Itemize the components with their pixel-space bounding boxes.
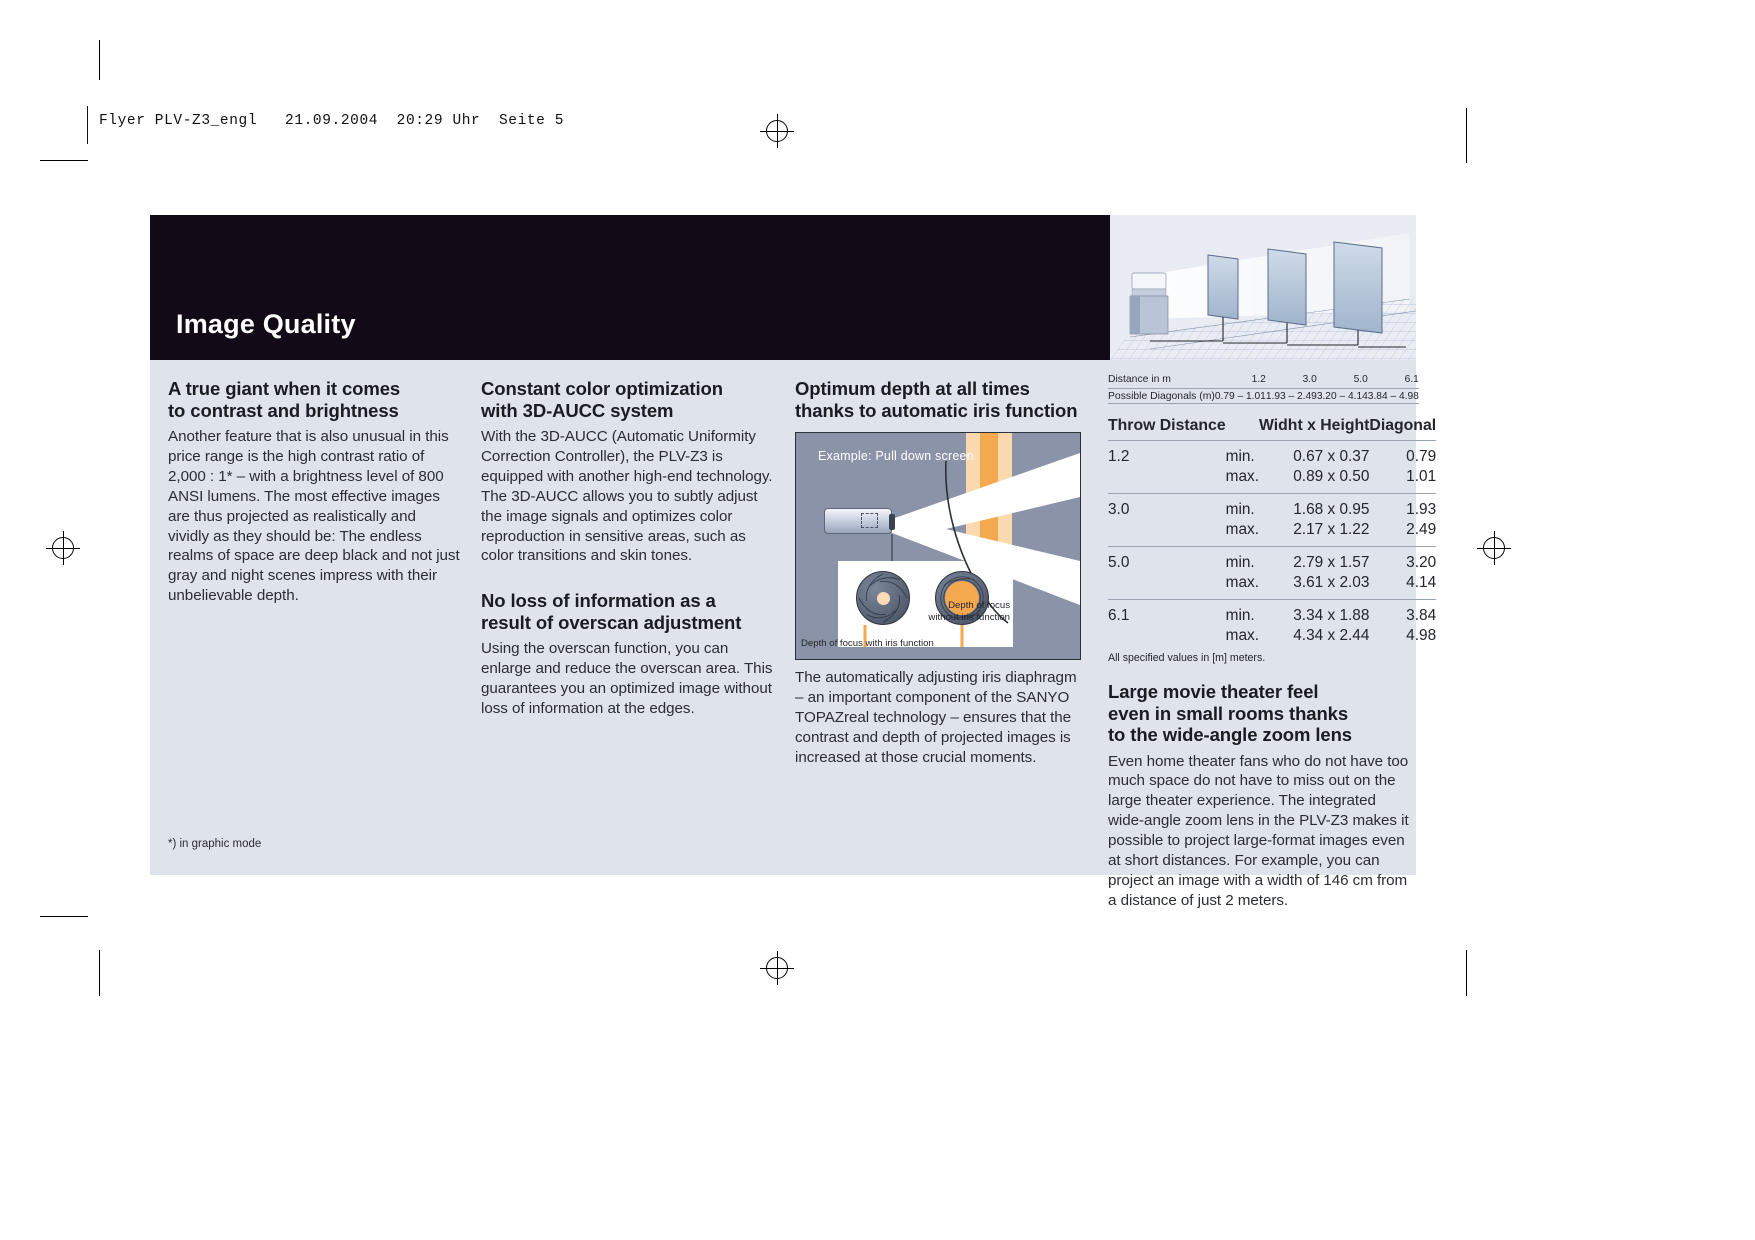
crop-mark-top-left-v (99, 40, 100, 80)
minitable-row-distance (1108, 373, 1419, 389)
heading-line-1: Large movie theater feel (1108, 681, 1319, 702)
minitable-distance-1: 3.0 (1266, 373, 1317, 389)
cell-limit: max. (1226, 573, 1259, 600)
body-3d-aucc: With the 3D-AUCC (Automatic Uniformity Correction Controller), the PLV-Z3 is equipped with another high-end technology. The 3D-AUCC allows you to subtly adjust the image signals and optimizes color reproduction in sensitive areas, such as color transitions and skin tones. (481, 428, 773, 565)
table-row (1108, 494, 1436, 521)
throw-distance-svg (1110, 215, 1416, 360)
col-header-throw-distance: Throw Distance (1108, 417, 1226, 441)
minitable-distance-3: 6.1 (1368, 373, 1419, 389)
cell-width-height: 0.89 x 0.50 (1259, 467, 1369, 494)
cell-distance (1108, 573, 1226, 600)
cell-diagonal: 3.84 (1406, 607, 1437, 624)
cell-distance (1108, 467, 1226, 494)
cell-distance (1108, 626, 1226, 646)
heading-line-2: result of overscan adjustment (481, 611, 742, 633)
cell-width-height: 2.79 x 1.57 (1293, 554, 1370, 571)
col-header-diagonal: Diagonal (1369, 417, 1436, 441)
heading-line-1: Constant color optimization (481, 378, 723, 399)
throw-distance-illustration (1110, 215, 1416, 360)
col-header-width-height: Widht x Height (1259, 417, 1369, 441)
column-iris-function (795, 378, 1085, 427)
caption-without-iris-line-2: without iris function (928, 612, 1010, 623)
table-row (1108, 467, 1436, 494)
heading-line-2: even in small rooms thanks (1108, 702, 1349, 724)
cell-limit: min. (1225, 554, 1255, 571)
body-contrast-brightness: Another feature that is also unusual in this price range is the high contrast ratio of 2,000 : 1* – with a brightness level of 800 ANSI lumens. The most effective images are thus projected as realistically and vividly as they should be: The endless realms of space are deep black and not just gray and night scenes impress with their unbelievable depth. (168, 428, 460, 605)
heading-3d-aucc (481, 378, 773, 421)
crop-mark-bottom-left-v (99, 950, 100, 996)
table-row (1108, 573, 1436, 600)
cell-width-height: 0.67 x 0.37 (1293, 448, 1370, 465)
cell-distance: 6.1 (1108, 607, 1130, 624)
minitable-label-diagonals: Possible Diagonals (m) (1108, 389, 1215, 404)
body-iris-function: The automatically adjusting iris diaphragm – an important component of the SANYO TOPAZreal technology – ensures that the contrast and depth of projected images is increased at those crucial moments. (795, 669, 1077, 766)
table-note: All specified values in [m] meters. (1108, 652, 1266, 664)
filestamp-rule (87, 106, 88, 144)
cell-diagonal: 4.14 (1369, 573, 1436, 600)
minitable-diagonal-2: 3.20 – 4.14 (1317, 389, 1368, 404)
heading-line-1: A true giant when it comes (168, 378, 401, 399)
body-large-movie-theater: Even home theater fans who do not have too much space do not have to miss out on the large theater experience. The integrated wide-angle zoom lens in the PLV-Z3 makes it possible to project large-format images even at short distances. For example, you can project an image with a width of 146 cm from a distance of just 2 meters. (1108, 752, 1409, 909)
projector-icon (824, 508, 892, 534)
table-row (1108, 441, 1436, 468)
crop-mark-top-left-h (40, 160, 88, 161)
title-banner (150, 215, 1110, 360)
cell-limit: max. (1225, 627, 1259, 644)
minitable-diagonal-0: 0.79 – 1.01 (1215, 389, 1266, 404)
body-overscan: Using the overscan function, you can enlarge and reduce the overscan area. This guarantees you an optimized image without loss of information at the edges. (481, 640, 773, 718)
cell-width-height: 3.61 x 2.03 (1259, 573, 1369, 600)
registration-mark-right (1483, 537, 1505, 559)
minitable-distance-0: 1.2 (1215, 373, 1266, 389)
heading-line-1: Optimum depth at all times (795, 378, 1030, 399)
throw-distance-table (1108, 417, 1436, 646)
cell-diagonal: 1.93 (1406, 501, 1437, 518)
column-contrast-brightness (168, 378, 460, 606)
cell-limit: min. (1225, 501, 1255, 518)
cell-diagonal: 2.49 (1369, 520, 1436, 547)
heading-contrast-brightness (168, 378, 460, 421)
diagram-svg (796, 433, 1080, 659)
heading-overscan (481, 590, 773, 633)
cell-limit: max. (1226, 467, 1259, 494)
cell-diagonal: 3.20 (1406, 554, 1437, 571)
cell-width-height: 3.34 x 1.88 (1293, 607, 1370, 624)
cell-width-height: 1.68 x 0.95 (1293, 501, 1370, 518)
minitable-diagonal-3: 3.84 – 4.98 (1368, 389, 1419, 404)
cell-width-height: 2.17 x 1.22 (1259, 520, 1369, 547)
minitable-diagonal-1: 1.93 – 2.49 (1266, 389, 1317, 404)
heading-large-movie-theater (1108, 681, 1410, 746)
distance-diagonal-minitable (1108, 373, 1419, 404)
crop-mark-bottom-right-v (1466, 950, 1467, 996)
heading-line-2: with 3D-AUCC system (481, 399, 674, 421)
heading-line-2: thanks to automatic iris function (795, 399, 1078, 421)
cell-distance (1108, 520, 1226, 547)
table-row (1108, 547, 1436, 574)
projector-lens-icon (889, 514, 895, 530)
cell-limit: max. (1226, 520, 1259, 547)
diagram-screen-label: Example: Pull down screen (818, 449, 974, 463)
cell-limit: min. (1225, 448, 1255, 465)
minitable-row-diagonals (1108, 389, 1419, 404)
minitable-label-distance: Distance in m (1108, 373, 1215, 389)
cell-distance: 1.2 (1108, 448, 1130, 465)
cell-width-height: 4.34 x 2.44 (1293, 627, 1370, 644)
heading-line-3: to the wide-angle zoom lens (1108, 724, 1352, 745)
caption-with-iris-text: Depth of focus with iris function (801, 638, 934, 649)
heading-iris-function (795, 378, 1085, 421)
crop-mark-top-right-v (1466, 108, 1467, 163)
registration-mark-left (52, 537, 74, 559)
caption-without-iris (870, 600, 1010, 624)
caption-with-iris (801, 638, 934, 649)
cell-diagonal: 4.98 (1406, 627, 1437, 644)
registration-mark-bottom (766, 957, 788, 979)
column-color-optimization (481, 378, 773, 719)
heading-line-2: to contrast and brightness (168, 399, 399, 421)
heading-line-1: No loss of information as a (481, 590, 716, 612)
cell-limit: min. (1225, 607, 1255, 624)
column-spec-table (1108, 373, 1437, 911)
cell-diagonal: 1.01 (1369, 467, 1436, 494)
projector-lamp-marker (861, 513, 878, 528)
table-row (1108, 520, 1436, 547)
caption-without-iris-line-1: Depth of focus (948, 600, 1010, 611)
table-row (1108, 626, 1436, 646)
table-header-row (1108, 417, 1436, 441)
iris-depth-of-focus-diagram (795, 432, 1081, 660)
print-filestamp: Flyer PLV-Z3_engl 21.09.2004 20:29 Uhr Seite 5 (99, 113, 565, 129)
page-title: Image Quality (176, 309, 356, 339)
cell-diagonal: 0.79 (1406, 448, 1437, 465)
cell-distance: 3.0 (1108, 501, 1130, 518)
registration-mark-top (766, 120, 788, 142)
table-row (1108, 600, 1436, 627)
col-header-limit (1226, 417, 1259, 441)
crop-mark-left-h (40, 916, 88, 917)
minitable-distance-2: 5.0 (1317, 373, 1368, 389)
cell-distance: 5.0 (1108, 554, 1130, 571)
graphic-mode-footnote: *) in graphic mode (168, 838, 262, 850)
